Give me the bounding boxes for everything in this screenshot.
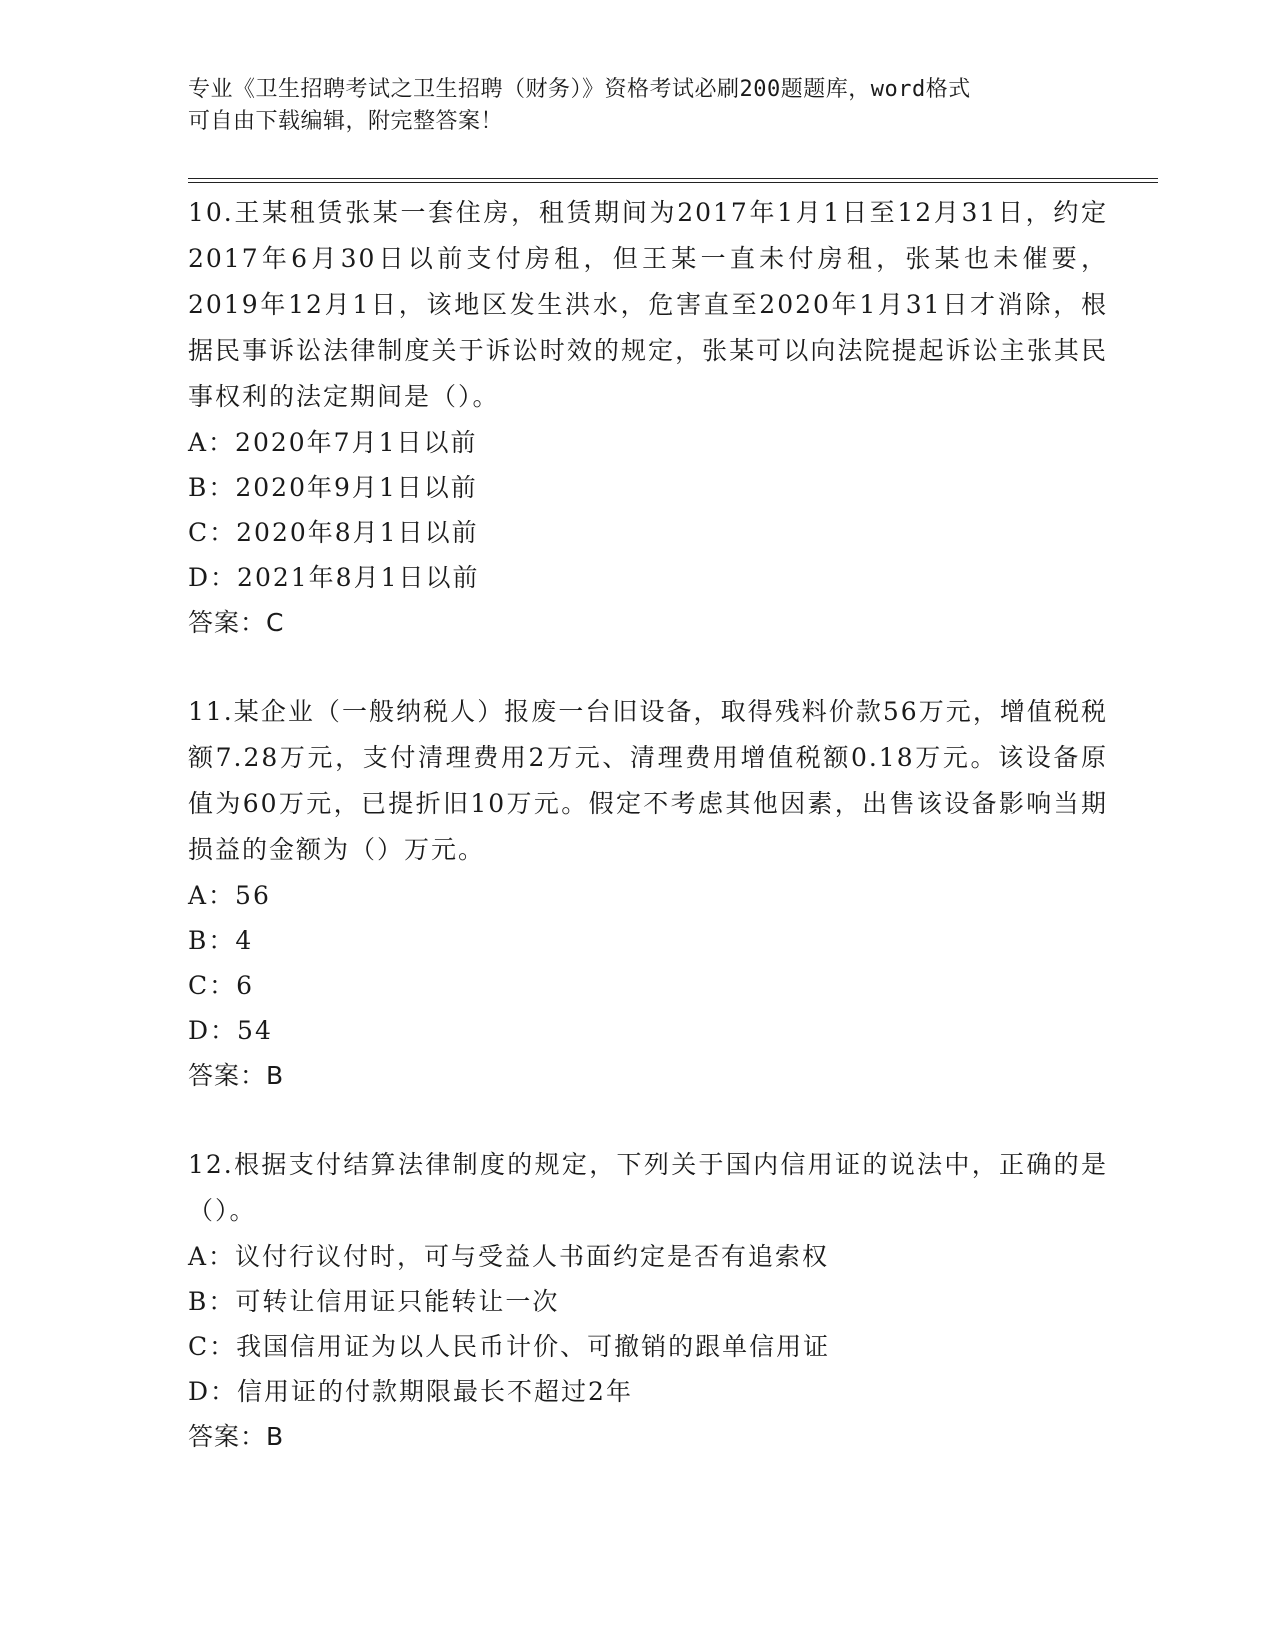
question-11 bbox=[188, 689, 1108, 1098]
answer-text: 答案：B bbox=[188, 1422, 285, 1451]
option-c: C：6 bbox=[188, 971, 255, 1000]
option-c: C：我国信用证为以人民币计价、可撤销的跟单信用证 bbox=[188, 1332, 831, 1361]
option-d: D：54 bbox=[188, 1016, 273, 1045]
option-b: B：2020年9月1日以前 bbox=[188, 473, 478, 502]
header-line-2: 可自由下载编辑，附完整答案！ bbox=[188, 109, 504, 134]
option-b: B：4 bbox=[188, 926, 254, 955]
option-b: B：可转让信用证只能转让一次 bbox=[188, 1287, 560, 1316]
question-stem: 10.王某租赁张某一套住房，租赁期间为2017年1月1日至12月31日，约定2017年6月30日以前支付房租，但王某一直未付房租，张某也未催要，2019年12月1日，该地区发生洪水，危害直至2020年1月31日才消除，根据民事诉讼法律制度关于诉讼时效的规定，张某可以向法院提起诉讼主张其民事权利的法定期间是（）。 bbox=[188, 198, 1108, 411]
header-divider bbox=[188, 178, 1158, 183]
answer-text: 答案：C bbox=[188, 608, 285, 637]
option-c: C：2020年8月1日以前 bbox=[188, 518, 479, 547]
question-stem: 11.某企业（一般纳税人）报废一台旧设备，取得残料价款56万元，增值税税额7.28万元，支付清理费用2万元、清理费用增值税额0.18万元。该设备原值为60万元，已提折旧10万元。假定不考虑其他因素，出售该设备影响当期损益的金额为（）万元。 bbox=[188, 697, 1108, 864]
option-a: A：56 bbox=[188, 881, 271, 910]
question-10 bbox=[188, 190, 1108, 645]
option-d: D：信用证的付款期限最长不超过2年 bbox=[188, 1377, 633, 1406]
question-list bbox=[188, 190, 1108, 1503]
page-header bbox=[188, 74, 1088, 138]
option-a: A：议付行议付时，可与受益人书面约定是否有追索权 bbox=[188, 1242, 830, 1271]
option-d: D：2021年8月1日以前 bbox=[188, 563, 480, 592]
header-line-1: 专业《卫生招聘考试之卫生招聘（财务）》资格考试必刷200题题库，word格式 bbox=[188, 77, 971, 102]
question-12 bbox=[188, 1142, 1108, 1459]
answer-text: 答案：B bbox=[188, 1061, 285, 1090]
option-a: A：2020年7月1日以前 bbox=[188, 428, 478, 457]
question-stem: 12.根据支付结算法律制度的规定，下列关于国内信用证的说法中，正确的是（）。 bbox=[188, 1150, 1108, 1225]
